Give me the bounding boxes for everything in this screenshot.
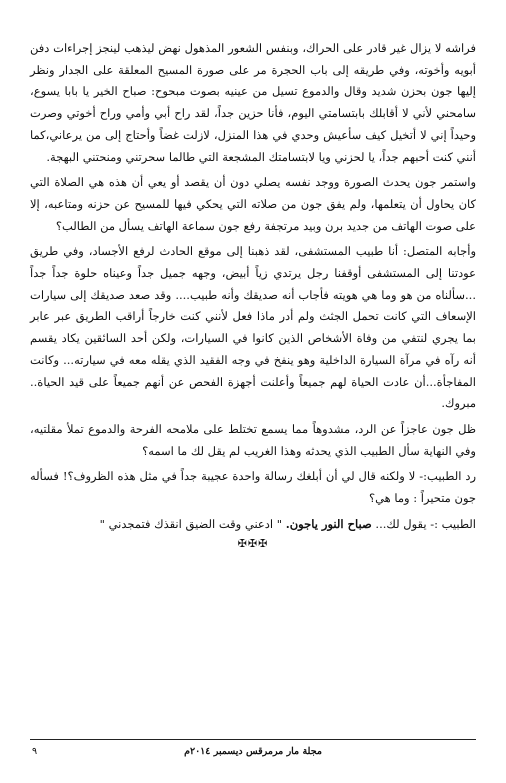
paragraph: ظل جون عاجزاً عن الرد، مشدوهاً مما يسمع تختلط على ملامحه الفرحة والدموع تملأ مقلتيه، وفي النهاية سأل الطبيب الذي يحدثه وهذا الغريب لم يقل لك ما اسمه؟ <box>30 421 476 458</box>
closing-line-quote: " ادعني وقت الضيق انقذك فتمجدني " <box>99 516 286 531</box>
closing-line-prefix: الطبيب :- يقول لك... <box>371 516 476 531</box>
paragraph: رد الطبيب:- لا ولكنه قال لي أن أبلغك رسالة واحدة عجيبة جداً في مثل هذه الظروف؟! فسأله جون متحيراً : وما هي؟ <box>30 469 476 506</box>
footer-magazine-title: مجلة مار مرمرقس ديسمبر ٢٠١٤م <box>184 746 322 757</box>
page-number: ٩ <box>32 746 38 757</box>
paragraph: فراشه لا يزال غير قادر على الحراك، وبنفس الشعور المذهول نهض ليذهب لينجز إجراءات دفن أبويه وأخوته، وفي طريقه إلى باب الحجرة مر على صورة المسيح المعلقة على الجدار ونظر إليها جون بحزن شديد وقال والدموع تسيل من عينيه بصوت مبحوح: صباح الخير يا بابا يسوع، سامحني لأني لا أقابلك بابتسامتي اليوم، فأنا حزين جداً، لقد راح أبي وأمي وراح أخوتي وصرت وحيداً إني لا أتخيل كيف سأعيش وحدي في هذا المنزل، لازلت غضاً وأحتاج إلى من يرعاني،كما أنني كنت أحبهم جداً، يا لحزني ويا لابتسامتك المشجعة التي طالما سحرتني ومنحتني البهجة. <box>30 41 476 164</box>
cross-ornament-icon: ✠✠✠ <box>237 537 269 551</box>
closing-line <box>30 514 476 536</box>
closing-line-emphasis: صباح النور ياجون. <box>285 516 372 531</box>
page-footer <box>30 739 476 764</box>
paragraph: وأجابه المتصل: أنا طبيب المستشفى، لقد ذهبنا إلى موقع الحادث لرفع الأجساد، وفي طريق عودتنا إلى المستشفى أوقفنا رجل يرتدي زياً أبيض، وجهه جميل جداً وعيناه حلوة جداً جداً ...سألناه من هو وما هي هويته فأجاب أنه صديقك وأنه طبيب.... وقد صعد صديقك إلى سيارات الإسعاف التي كانت تحمل الجثث ولم أدر ماذا فعل لأنني كنت خارجاً أراقب الطريق عبر عابر بما يجري لنتفي من وفاة الأشخاص الذين كانوا في السيارات، ولكن أحد السائقين يكاد يقسم أنه رآه في مرآة السيارة الداخلية وهو ينفخ في وجه الفقيد الذي يقله معه في سيارته... وكانت المفاجأة...أن عادت الحياة لهم جميعاً وأعلنت أجهزة الفحص عن أنهم جميعاً على قيد الحياة.. مبروك. <box>30 244 476 411</box>
article-body <box>30 38 476 551</box>
paragraph: واستمر جون يحدث الصورة ووجد نفسه يصلي دون أن يقصد أو يعي أن هذه هي الصلاة التي كان يحاول أن يتعلمها، ولم يفق جون من صلاته التي يحكي فيها للمسيح عن حزنه ومتاعبه، إلا على صوت الهاتف من جديد برن وبيد مرتجفة رفع جون سماعة الهاتف يسأل من الطالب؟ <box>30 175 476 233</box>
